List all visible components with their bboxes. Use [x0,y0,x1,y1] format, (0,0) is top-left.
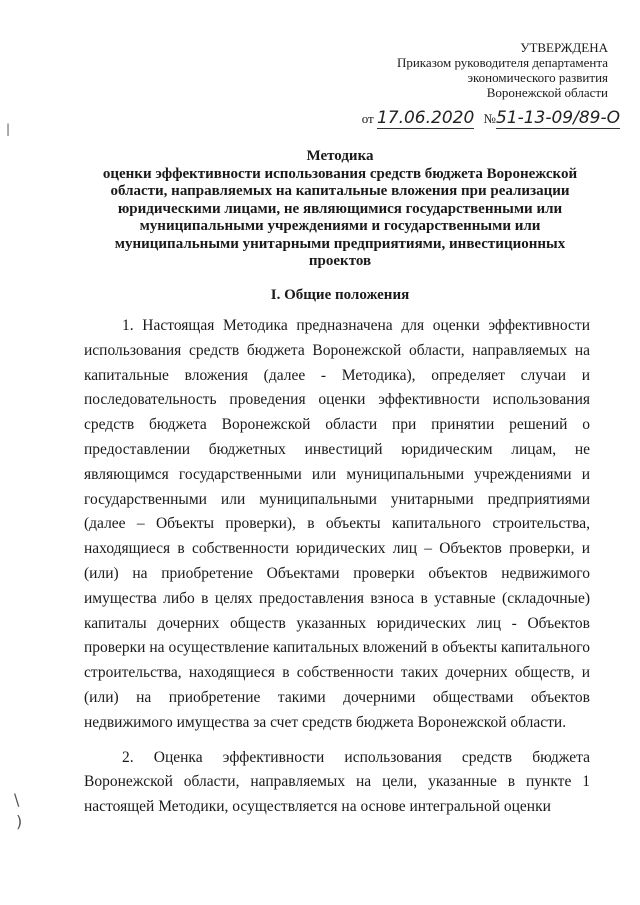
margin-scribble: ) [16,812,23,831]
approval-line: Воронежской области [486,85,608,100]
order-number-sign: № [483,111,496,126]
approval-line: Приказом руководителя департамента [396,55,608,70]
approval-heading: УТВЕРЖДЕНА [520,40,608,55]
approval-line: экономического развития [467,70,608,85]
document-body [84,314,590,830]
margin-tick: | [6,122,11,136]
title-heading: Методика [306,148,374,164]
order-date: 17.06.2020 [376,108,475,128]
paragraph: 2. Оценка эффективности использования средств бюджета Воронежской области, направляемых на цели, указанные в пункте 1 настоящей Методики, осуществляется на основе интегральной оценки [84,748,590,816]
order-reference [362,108,620,128]
document-title [90,148,590,271]
section-heading: I. Общие положения [270,287,410,303]
order-prefix: от [361,111,374,126]
paragraph: 1. Настоящая Методика предназначена для оценки эффективности использования средств бюджета Воронежской области, направляемых на капитальные вложения (далее - Методика), определяет случаи и последовательность проведения оценки эффективности использования средств бюджета Воронежской области при принятии решений о предоставлении бюджетных инвестиций юридическим лицам, не являющимся государственными или муниципальными учреждениями и государственными или муниципальными унитарными предприятиями (далее – Объекты проверки), в объекты капитального строительства, находящиеся в собственности юридических лиц – Объектов проверки, и (или) на приобретение Объектами проверки объектов недвижимого имущества либо в целях предоставления взноса в уставные (складочные) капиталы дочерних обществ указанных юридических лиц - Объектов проверки на осуществление капитальных вложений в объекты капитального строительства, находящиеся в собственности таких дочерних обществ, и (или) на приобретение такими дочерними обществами объектов недвижимого имущества за счет средств бюджета Воронежской области. [84,317,590,731]
order-number: 51-13-09/89-О [495,108,620,128]
margin-scribble: \ [14,790,20,809]
approval-stamp [308,40,608,100]
title-subtitle: оценки эффективности использования средств бюджета Воронежской области, направляемых на капитальные вложения при реализации юридическими лицами, не являющимися государственными или муниципальными учреждениями и государственными или муниципальными унитарными предприятиями, инвестиционных проектов [102,165,578,269]
